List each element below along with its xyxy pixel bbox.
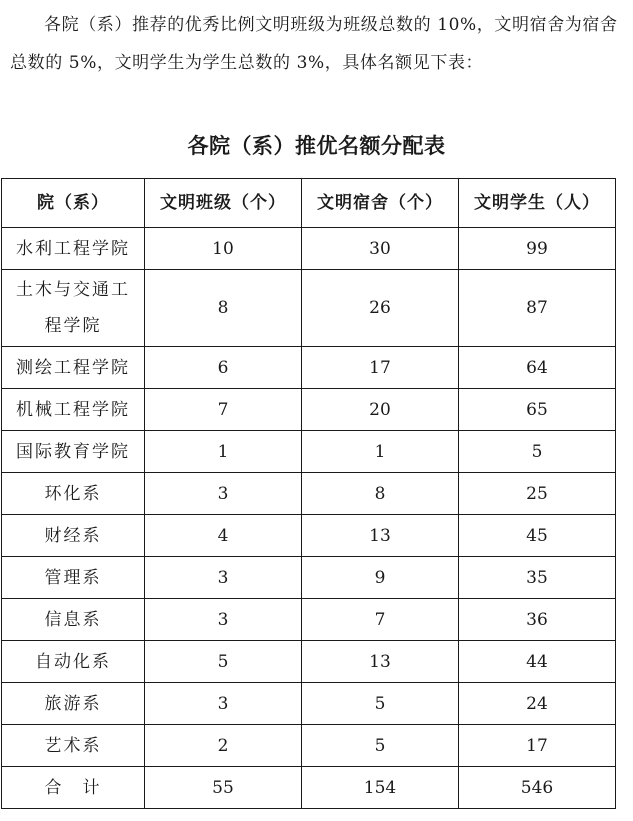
dorms-count: 7 [302, 599, 459, 641]
dorms-count: 8 [302, 473, 459, 515]
department-name: 财经系 [2, 515, 145, 557]
intro-text: 各院（系）推荐的优秀比例文明班级为班级总数的 10%，文明宿舍为宿舍总数的 5%，文明学生为学生总数的 3%，具体名额见下表： [10, 15, 618, 73]
department-name: 水利工程学院 [2, 228, 145, 270]
total-students: 546 [459, 767, 616, 809]
classes-count: 3 [145, 557, 302, 599]
table-row [2, 641, 616, 683]
students-count: 44 [459, 641, 616, 683]
students-count: 24 [459, 683, 616, 725]
table-row [2, 270, 616, 347]
department-name: 管理系 [2, 557, 145, 599]
dorms-count: 13 [302, 515, 459, 557]
department-name: 环化系 [2, 473, 145, 515]
students-count: 87 [459, 270, 616, 347]
department-name: 土木与交通工程学院 [16, 280, 130, 336]
dorms-count: 1 [302, 431, 459, 473]
department-name: 艺术系 [2, 725, 145, 767]
students-count: 25 [459, 473, 616, 515]
table-row [2, 599, 616, 641]
table-row [2, 473, 616, 515]
dorms-count: 9 [302, 557, 459, 599]
table-row [2, 725, 616, 767]
dorms-count: 5 [302, 725, 459, 767]
classes-count: 3 [145, 599, 302, 641]
department-name: 信息系 [2, 599, 145, 641]
department-name-cell [2, 270, 145, 347]
total-classes: 55 [145, 767, 302, 809]
classes-count: 5 [145, 641, 302, 683]
quota-table [1, 178, 616, 809]
classes-count: 4 [145, 515, 302, 557]
students-count: 36 [459, 599, 616, 641]
classes-count: 10 [145, 228, 302, 270]
classes-count: 1 [145, 431, 302, 473]
classes-count: 3 [145, 683, 302, 725]
table-row [2, 347, 616, 389]
classes-count: 6 [145, 347, 302, 389]
table-row [2, 515, 616, 557]
classes-count: 2 [145, 725, 302, 767]
dorms-count: 30 [302, 228, 459, 270]
total-label: 合 计 [2, 767, 145, 809]
table-row [2, 389, 616, 431]
header-row [2, 179, 616, 228]
dorms-count: 26 [302, 270, 459, 347]
dorms-count: 13 [302, 641, 459, 683]
students-count: 64 [459, 347, 616, 389]
header-students: 文明学生（人） [459, 179, 616, 228]
total-row [2, 767, 616, 809]
department-name: 机械工程学院 [2, 389, 145, 431]
header-department: 院（系） [2, 179, 145, 228]
header-classes: 文明班级（个） [145, 179, 302, 228]
table-row [2, 683, 616, 725]
students-count: 5 [459, 431, 616, 473]
table-body [2, 228, 616, 809]
dorms-count: 5 [302, 683, 459, 725]
dorms-count: 20 [302, 389, 459, 431]
table-header [2, 179, 616, 228]
students-count: 65 [459, 389, 616, 431]
students-count: 45 [459, 515, 616, 557]
students-count: 99 [459, 228, 616, 270]
students-count: 17 [459, 725, 616, 767]
department-name: 旅游系 [2, 683, 145, 725]
department-name: 国际教育学院 [2, 431, 145, 473]
dorms-count: 17 [302, 347, 459, 389]
students-count: 35 [459, 557, 616, 599]
classes-count: 3 [145, 473, 302, 515]
classes-count: 8 [145, 270, 302, 347]
header-dorms: 文明宿舍（个） [302, 179, 459, 228]
department-name: 自动化系 [2, 641, 145, 683]
table-row [2, 557, 616, 599]
classes-count: 7 [145, 389, 302, 431]
department-name: 测绘工程学院 [2, 347, 145, 389]
table-title: 各院（系）推优名额分配表 [187, 134, 446, 158]
intro-paragraph [10, 6, 622, 82]
table-row [2, 228, 616, 270]
total-dorms: 154 [302, 767, 459, 809]
table-row [2, 431, 616, 473]
